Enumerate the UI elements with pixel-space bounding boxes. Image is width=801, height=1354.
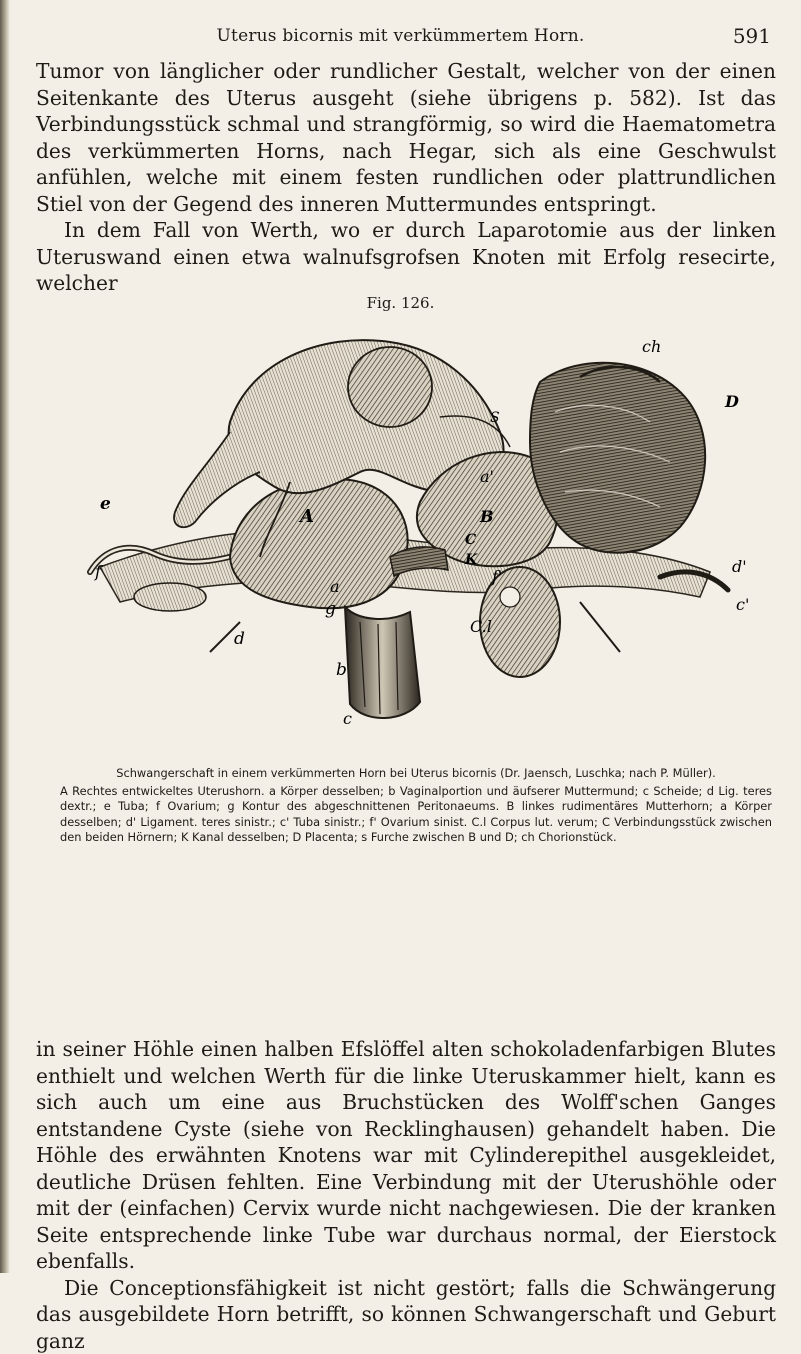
label-d-prime: d' <box>732 557 747 576</box>
label-a: a <box>330 577 340 596</box>
label-S: S <box>490 410 500 426</box>
label-C: C <box>465 532 476 548</box>
label-A: A <box>298 506 314 527</box>
paragraph: in seiner Höhle einen halben Efslöffel alten schokoladenfarbigen Blutes enthielt und welchen Werth für die linke Uteruskammer hielt, kann es sich auch um eine aus Bruchstücken des Wolff'schen Ganges entstandene Cyste (siehe von Recklinghausen) gehandelt haben. Die Höhle des erwähnten Knotens war mit Cylinderepithel ausgekleidet, deutliche Drüsen fehlten. Eine Verbindung mit der Uterushöhle oder mit der (einfachen) Cervix wurde nicht nachgewiesen. Die der kranken Seite entsprechende linke Tube war durchaus normal, der Eierstock ebenfalls. <box>36 1036 776 1275</box>
figure-label: Fig. 126. <box>0 294 801 312</box>
page-number: 591 <box>733 24 771 48</box>
cervix-vagina <box>345 607 420 718</box>
label-K: K <box>464 552 478 568</box>
paragraph: In dem Fall von Werth, wo er durch Laparotomie aus der linken Uteruswand einen etwa walnufsgrofsen Knoten mit Erfolg resecirte, welcher <box>36 217 776 297</box>
label-f-prime: f' <box>491 567 502 586</box>
body-text-top <box>36 58 776 297</box>
caption-legend: A Rechtes entwickeltes Uterushorn. a Körper desselben; b Vaginalportion und äufserer Muttermund; c Scheide; d Lig. teres dextr.; e Tuba; f Ovarium; g Kontur des abgeschnittenen Peritonaeums. B linkes rudimentäres Mutterhorn; a Körper desselben; d' Ligament. teres sinistr.; c' Tuba sinistr.; f' Ovarium sinist. C.l Corpus lut. verum; C Verbindungsstück zwischen den beiden Hörnern; K Kanal desselben; D Placenta; s Furche zwischen B und D; ch Chorionstück. <box>60 784 772 846</box>
label-d: d <box>234 629 245 649</box>
label-b: b <box>336 660 347 680</box>
label-g: g <box>325 599 336 619</box>
label-ch: ch <box>642 337 661 356</box>
uterus-bicornis-engraving <box>60 322 760 732</box>
caption-heading: Schwangerschaft in einem verkümmerten Horn bei Uterus bicornis (Dr. Jaensch, Luschka; nach P. Müller). <box>60 766 772 782</box>
figure-caption <box>60 766 772 846</box>
paragraph: Tumor von länglicher oder rundlicher Gestalt, welcher von der einen Seitenkante des Uterus ausgeht (siehe übrigens p. 582). Ist das Verbindungsstück schmal und strangförmig, so wird die Haematometra des verkümmerten Horns, nach Hegar, sich als eine Geschwulst anfühlen, welche mit einem festen rundlichen oder plattrundlichen Stiel von der Gegend des inneren Muttermundes entspringt. <box>36 58 776 217</box>
page-binding-shadow <box>0 0 10 1273</box>
running-head <box>30 26 771 50</box>
label-c-prime: c' <box>736 595 749 614</box>
label-f: f <box>94 562 104 581</box>
paragraph: Die Conceptionsfähigkeit ist nicht gestört; falls die Schwängerung das ausgebildete Horn betrifft, so können Schwangerschaft und Geburt ganz <box>36 1275 776 1354</box>
label-Cl: C.l <box>470 617 492 636</box>
label-B: B <box>479 507 494 526</box>
body-text-bottom <box>36 1036 776 1354</box>
label-a-prime: a' <box>480 467 494 486</box>
right-uterine-horn <box>230 479 408 609</box>
running-title: Uterus bicornis mit verkümmertem Horn. <box>30 26 771 46</box>
label-e: e <box>100 494 111 514</box>
label-c: c <box>343 709 352 728</box>
anatomical-illustration <box>60 322 760 732</box>
right-ovary <box>134 583 206 611</box>
label-D: D <box>724 392 739 411</box>
